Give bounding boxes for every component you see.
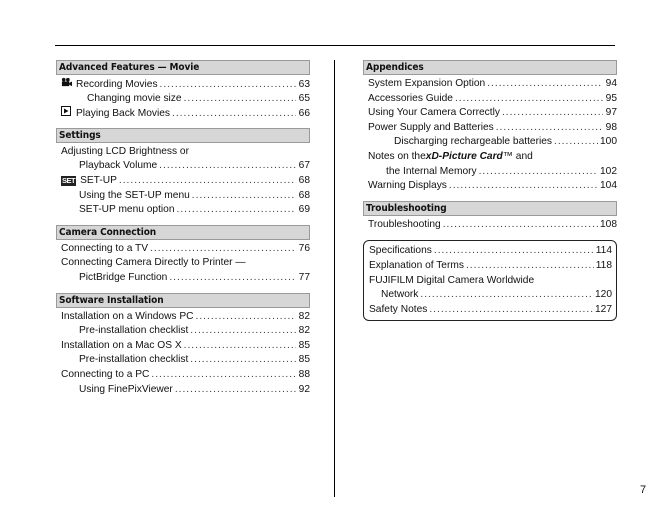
dot-leader: [177, 203, 296, 218]
toc-entry-text: SET-UP: [80, 174, 117, 186]
toc-section: [56, 225, 310, 286]
toc-page-number: 92: [298, 383, 310, 395]
toc-entry-text: Pre-installation checklist: [79, 354, 189, 366]
section-heading: Advanced Features — Movie: [56, 60, 310, 75]
toc-entry-text: Discharging rechargeable batteries: [394, 136, 552, 148]
dot-leader: [190, 324, 296, 339]
dot-leader: [443, 218, 598, 233]
toc-entry[interactable]: [56, 189, 310, 204]
toc-entry[interactable]: [56, 339, 310, 354]
movie-icon: [61, 77, 72, 87]
toc-page-number: 63: [298, 79, 310, 90]
toc-page-number: 77: [298, 271, 310, 283]
toc-page-number: 69: [298, 204, 310, 216]
toc-page-number: 85: [298, 339, 310, 351]
section-heading: Troubleshooting: [363, 201, 617, 216]
dot-leader: [150, 242, 296, 257]
dot-leader: [196, 310, 296, 325]
toc-page-number: 100: [600, 136, 617, 148]
toc-entry[interactable]: [363, 77, 617, 92]
toc-entry[interactable]: [56, 203, 310, 218]
dot-leader: [466, 259, 594, 274]
toc-entry-product-name: xD-Picture Card: [425, 150, 503, 162]
toc-entry-text: Connecting to a TV: [61, 242, 149, 254]
toc-entry[interactable]: [56, 368, 310, 383]
toc-entry[interactable]: [363, 165, 617, 180]
toc-page-number: 67: [298, 160, 310, 172]
toc-entry[interactable]: [364, 259, 612, 274]
toc-section: [56, 293, 310, 398]
toc-entry[interactable]: [56, 145, 310, 160]
play-icon: [61, 106, 72, 116]
column-divider: [334, 60, 335, 497]
toc-section: [363, 60, 617, 194]
toc-entry[interactable]: [364, 244, 612, 259]
toc-entry-text: Notes on the: [368, 150, 426, 162]
dot-leader: [159, 159, 296, 174]
toc-left-column: [56, 60, 310, 404]
toc-entry[interactable]: [56, 353, 310, 368]
toc-entry-text: Pre-installation checklist: [79, 325, 189, 337]
top-rule: [55, 45, 615, 46]
toc-entry[interactable]: [363, 121, 617, 136]
toc-entry-text: Specifications: [369, 245, 432, 257]
toc-entry-text: Warning Displays: [368, 180, 447, 192]
toc-entry-text: Using Your Camera Correctly: [368, 107, 500, 119]
toc-entry-text: FUJIFILM Digital Camera Worldwide: [369, 274, 535, 286]
dot-leader: [502, 106, 603, 121]
toc-page-number: 95: [605, 92, 617, 104]
dot-leader: [184, 92, 296, 107]
dot-leader: [496, 121, 603, 136]
toc-section: [56, 60, 310, 121]
toc-entry[interactable]: [56, 92, 310, 107]
section-heading: Camera Connection: [56, 225, 310, 240]
dot-leader: [434, 244, 594, 259]
toc-entry[interactable]: [56, 256, 310, 271]
toc-entry[interactable]: [364, 274, 612, 289]
toc-page-number: 98: [605, 121, 617, 133]
toc-page-number: 82: [298, 325, 310, 337]
toc-entry-text: Recording Movies: [76, 79, 158, 90]
toc-entry[interactable]: [363, 150, 617, 165]
toc-entry[interactable]: [56, 159, 310, 174]
toc-page-number: 108: [600, 218, 617, 230]
toc-entry-text: Accessories Guide: [368, 92, 453, 104]
toc-entry-text: SET-UP menu option: [79, 204, 175, 216]
toc-page-number: 76: [298, 242, 310, 254]
toc-entry-text: Network: [381, 289, 419, 301]
toc-entry-text: Using the SET-UP menu: [79, 189, 190, 201]
dot-leader: [479, 165, 598, 180]
toc-entry-text: Adjusting LCD Brightness or: [61, 145, 189, 157]
toc-entry-text: Playback Volume: [79, 160, 158, 172]
dot-leader: [449, 179, 598, 194]
toc-page-number: 68: [298, 174, 310, 186]
toc-entry[interactable]: [364, 288, 612, 303]
toc-entry-text: PictBridge Function: [79, 271, 168, 283]
dot-leader: [169, 271, 296, 286]
toc-entry[interactable]: [56, 310, 310, 325]
toc-entry[interactable]: [56, 242, 310, 257]
toc-page-number: 88: [298, 368, 310, 380]
reference-box: [363, 240, 617, 321]
dot-leader: [455, 92, 603, 107]
dot-leader: [151, 368, 296, 383]
dot-leader: [429, 303, 593, 318]
toc-page-number: 127: [595, 303, 612, 315]
toc-entry-text: the Internal Memory: [386, 165, 477, 177]
toc-page-number: 97: [605, 107, 617, 119]
toc-page-number: 94: [605, 78, 617, 89]
dot-leader: [172, 107, 296, 122]
toc-entry-text: Using FinePixViewer: [79, 383, 173, 395]
dot-leader: [175, 383, 296, 398]
toc-entry[interactable]: [56, 106, 310, 121]
toc-entry-text: Playing Back Movies: [76, 108, 170, 120]
toc-page-number: 68: [298, 189, 310, 201]
toc-entry[interactable]: [56, 324, 310, 339]
toc-entry[interactable]: [363, 92, 617, 107]
toc-entry-text: Safety Notes: [369, 303, 428, 315]
dot-leader: [554, 135, 598, 150]
dot-leader: [160, 78, 296, 93]
dot-leader: [184, 339, 296, 354]
toc-entry-text: Changing movie size: [87, 92, 182, 104]
toc-entry-text: System Expansion Option: [368, 78, 486, 89]
toc-entry[interactable]: [56, 77, 310, 92]
toc-entry-text: Connecting to a PC: [61, 368, 150, 380]
toc-entry[interactable]: [56, 174, 310, 189]
toc-entry-text: Explanation of Terms: [369, 259, 464, 271]
page-number: 7: [640, 484, 647, 496]
toc-entry[interactable]: [363, 179, 617, 194]
toc-entry[interactable]: [363, 135, 617, 150]
toc-entry-text: Installation on a Windows PC: [61, 310, 194, 322]
dot-leader: [190, 353, 296, 368]
dot-leader: [119, 174, 296, 189]
toc-entry[interactable]: [363, 218, 617, 233]
toc-entry[interactable]: [363, 106, 617, 121]
toc-page-number: 66: [298, 108, 310, 120]
section-heading: Appendices: [363, 60, 617, 75]
section-heading: Software Installation: [56, 293, 310, 308]
toc-section: [56, 128, 310, 218]
toc-page-number: 82: [298, 310, 310, 322]
toc-page-number: 102: [600, 165, 617, 177]
toc-page-number: 120: [595, 289, 612, 301]
toc-entry-text: Installation on a Mac OS X: [61, 339, 182, 351]
toc-section: [363, 201, 617, 233]
toc-entry-text: Connecting Camera Directly to Printer —: [61, 257, 246, 269]
toc-right-column: [363, 60, 617, 321]
toc-page-number: 118: [595, 259, 612, 271]
section-heading: Settings: [56, 128, 310, 143]
set-icon: SET: [62, 175, 76, 185]
toc-entry-text: Power Supply and Batteries: [368, 121, 494, 133]
toc-entry[interactable]: [56, 271, 310, 286]
toc-entry-text: Troubleshooting: [368, 218, 441, 230]
dot-leader: [192, 189, 296, 204]
toc-entry[interactable]: [364, 303, 612, 318]
toc-page-number: 114: [595, 245, 612, 257]
dot-leader: [487, 77, 603, 92]
toc-page-number: 104: [600, 180, 617, 192]
dot-leader: [420, 288, 593, 303]
toc-entry[interactable]: [56, 383, 310, 398]
toc-entry-text-suffix: ™ and: [502, 150, 533, 162]
toc-page-number: 65: [298, 92, 310, 104]
toc-page-number: 85: [298, 354, 310, 366]
